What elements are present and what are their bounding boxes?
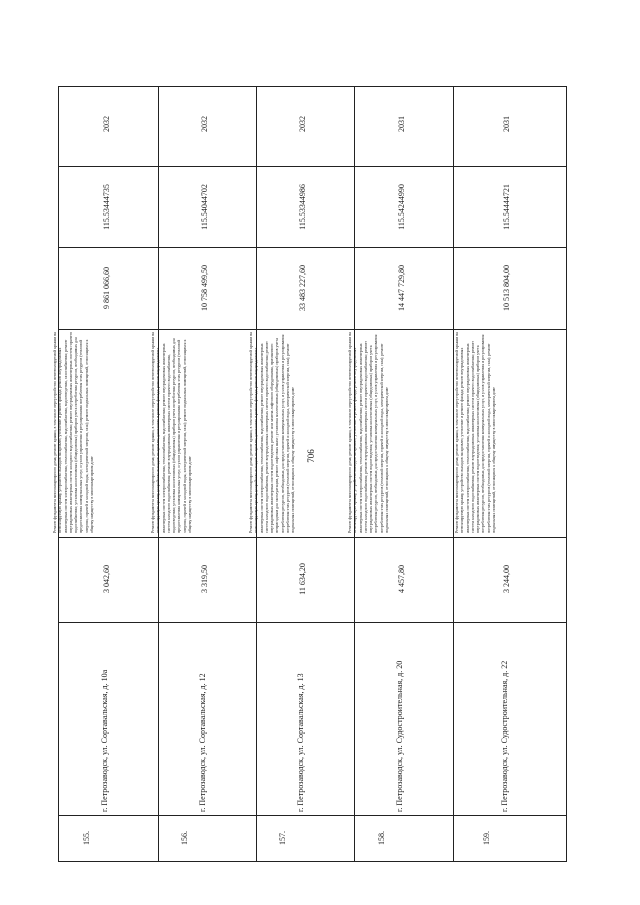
area-cell: 11 634,20	[298, 563, 307, 595]
table-row	[248, 87, 354, 861]
page-number: 706	[306, 449, 316, 463]
cost-cell: 10 758 499,50	[200, 265, 209, 311]
row-number: 159.	[482, 831, 491, 845]
code-cell: 115.54044702	[200, 184, 209, 230]
table-row	[347, 87, 453, 861]
cost-cell: 9 861 066,60	[102, 267, 111, 309]
table-row	[150, 87, 256, 861]
row-number: 158.	[377, 831, 386, 845]
row-number: 155.	[82, 831, 91, 845]
cost-cell: 33 483 227,60	[298, 265, 307, 311]
code-cell: 115.53444735	[102, 184, 111, 230]
address-cell: г. Петрозаводск, ул. Судостроительная, д. 22	[500, 660, 509, 812]
year-cell: 2031	[397, 116, 406, 132]
work-description: Ремонт фундамента многоквартирного дома; ремонт крыши, в том числе переустройство невентилируемой крыши на вентилируемую крышу, устройство выходов на кровлю; утепление и ремонт фасада; ремонт внутридомовых инженерных систем электроснабжения, теплоснабжения, водоснабжения; ремонт внутридомовых инженерных систем холодного водоснабжения, ремонт внутридомовых инженерных систем горячего водоснабжения; ремонт внутридомовых инженерных систем водоотведения; ремонт или замена лифтового оборудования, признанного непригодным для эксплуатации, ремонт лифтовых шахт; установка коллективных (общедомовых) приборов учета потребления ресурсов, необходимых для предоставления коммунальных услуг, и узлов управления и регулирования потребления этих ресурсов (тепловой энергии, горячей и холодной воды, электрической энергии, газа); ремонт подвальных помещений, относящихся к общему имуществу в многоквартирном доме	[248, 332, 296, 533]
code-cell: 115.54444721	[502, 184, 511, 230]
work-description: Ремонт фундамента многоквартирного дома; ремонт крыши, в том числе переустройство невентилируемой крыши на вентилируемую крышу, устройство выходов на кровлю; утепление и ремонт фасада; ремонт внутридомовых инженерных систем электроснабжения, теплоснабжения, водоснабжения; ремонт внутридомовых инженерных систем холодного водоснабжения; ремонт внутридомовых инженерных систем горячего водоснабжения, водоотведения; установка коллективных (общедомовых) приборов учета потребления ресурсов, необходимых для предоставления коммунальных услуг, и узлов управления и регулирования потребления этих ресурсов (тепловой энергии, горячей и холодной воды, электрической энергии, газа); ремонт подвальных помещений, относящихся к общему имуществу в многоквартирном доме	[150, 332, 193, 533]
area-cell: 3 319,50	[200, 565, 209, 593]
code-cell: 115.53344986	[298, 184, 307, 230]
code-cell: 115.54244990	[397, 184, 406, 230]
year-cell: 2032	[298, 116, 307, 132]
cost-cell: 14 447 729,80	[397, 265, 406, 311]
capital-repair-table	[52, 86, 567, 862]
year-cell: 2031	[502, 116, 511, 132]
table-row	[52, 87, 158, 861]
address-cell: г. Петрозаводск, ул. Сортавальская, д. 13	[296, 673, 305, 812]
work-description: Ремонт фундамента многоквартирного дома; ремонт крыши, в том числе переустройство невентилируемой крыши на вентилируемую крышу, устройство выходов на кровлю; утепление и ремонт фасада; ремонт внутридомовых инженерных систем электроснабжения, теплоснабжения, водоснабжения; ремонт внутридомовых инженерных систем холодного водоснабжения; ремонт внутридомовых инженерных систем горячего водоснабжения; ремонт внутридомовых инженерных систем водоотведения; установка коллективных (общедомовых) приборов учета потребления ресурсов, необходимых для предоставления коммунальных услуг, и узлов управления и регулирования потребления этих ресурсов (тепловой энергии, горячей и холодной воды, электрической энергии, газа); ремонт подвальных помещений, относящихся к общему имуществу в многоквартирном доме	[454, 332, 497, 533]
area-cell: 3 042,60	[102, 565, 111, 593]
area-cell: 3 244,00	[502, 565, 511, 593]
year-cell: 2032	[102, 116, 111, 132]
address-cell: г. Петрозаводск, ул. Судостроительная, д. 20	[395, 660, 404, 812]
row-number: 156.	[180, 831, 189, 845]
work-description: Ремонт фундамента многоквартирного дома; ремонт крыши, в том числе переустройство невентилируемой крыши на вентилируемую крышу, устройство выходов на кровлю; утепление и ремонт фасада; ремонт внутридомовых инженерных систем электроснабжения, теплоснабжения, водоснабжения, водоотведения, газоснабжения; ремонт внутридомовых инженерных систем холодного водоснабжения; ремонт внутридомовых инженерных систем горячего водоснабжения; установка коллективных (общедомовых) приборов учета потребления ресурсов, необходимых для предоставления коммунальных услуг, и узлов управления и регулирования потребления этих ресурсов (тепловой энергии, горячей и холодной воды, электрической энергии, газа); ремонт подвальных помещений, относящихся к общему имуществу в многоквартирном доме	[52, 331, 95, 533]
address-cell: г. Петрозаводск, ул. Сортавальская, д. 10а	[100, 669, 109, 812]
area-cell: 4 457,80	[397, 565, 406, 593]
row-number: 157.	[278, 831, 287, 845]
year-cell: 2032	[200, 116, 209, 132]
table-row	[453, 87, 566, 861]
address-cell: г. Петрозаводск, ул. Сортавальская, д. 12	[198, 673, 207, 812]
cost-cell: 10 513 804,00	[502, 265, 511, 311]
work-description: Ремонт фундамента многоквартирного дома; ремонт крыши, в том числе переустройство невентилируемой крыши на вентилируемую крышу, устройство выходов на кровлю; утепление и ремонт фасада; ремонт внутридомовых инженерных систем электроснабжения, теплоснабжения, водоснабжения; ремонт внутридомовых инженерных систем холодного водоснабжения; ремонт внутридомовых инженерных систем горячего водоснабжения; ремонт внутридомовых инженерных систем водоотведения; установка коллективных (общедомовых) приборов учета потребления ресурсов, необходимых для предоставления коммунальных услуг, и узлов управления и регулирования потребления этих ресурсов (тепловой энергии, горячей и холодной воды, электрической энергии, газа); ремонт подвальных помещений, относящихся к общему имуществу в многоквартирном доме	[347, 332, 390, 533]
